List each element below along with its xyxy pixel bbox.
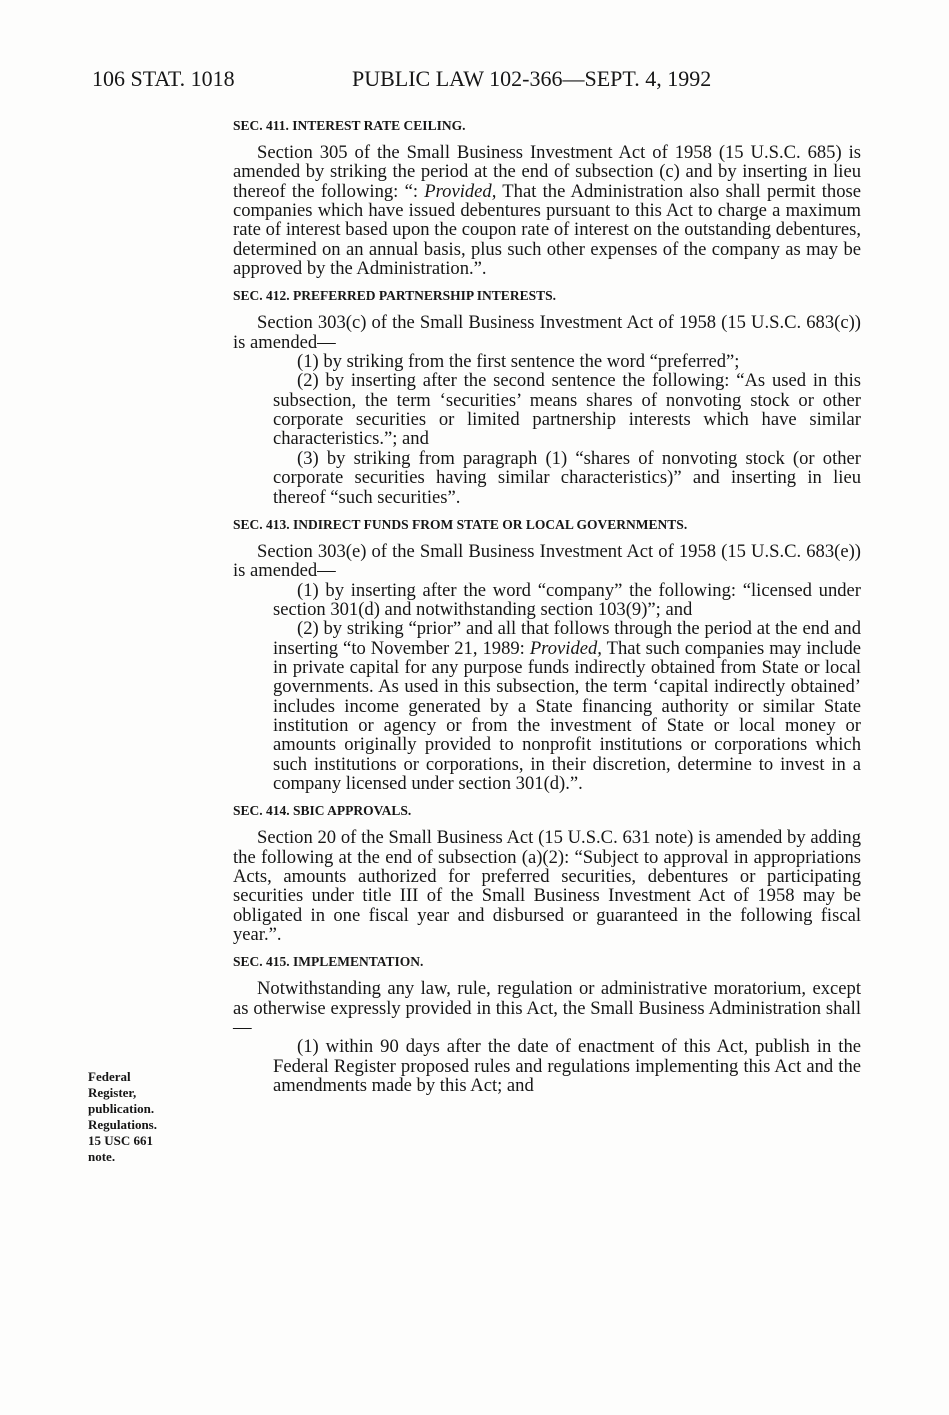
section-412: [233, 287, 861, 506]
section-heading: SEC. 414. SBIC APPROVALS.: [233, 803, 412, 819]
section-heading: SEC. 415. IMPLEMENTATION.: [233, 954, 424, 970]
section-414: [233, 802, 861, 944]
section-paragraph: Section 20 of the Small Business Act (15 U.S.C. 631 note) is amended by adding the following at the end of subsection (a)(2): “Subject to approval in appropriations Acts, amounts authorized for preferred securities, debentures or participating securities under title III of the Small Business Investment Act of 1958 may be obligated in one fiscal year and disbursed or guaranteed in the following fiscal year.”.: [233, 827, 861, 946]
margin-note-line: publication.: [88, 1101, 155, 1116]
margin-note-line: Regulations.: [88, 1117, 157, 1132]
margin-note: [88, 1069, 193, 1165]
page-header: [92, 64, 792, 94]
section-413: [233, 516, 861, 793]
proviso-emphasis: Provided,: [424, 180, 497, 202]
list-item: (2) by inserting after the second sentence the following: “As used in this subsection, the term ‘securities’ means shares of nonvoting stock or other corporate securities or limited partnership interests which have similar characteristics.”; and: [273, 370, 861, 450]
margin-note-line: 15 USC 661: [88, 1133, 154, 1148]
margin-note-line: Federal: [88, 1069, 131, 1084]
section-411: [233, 117, 861, 278]
list-item: (2) by striking “prior” and all that follows through the period at the end and inserting “to November 21, 1989: Provided, That such companies may include in private capital for any purpose funds indirectly obtained from State or local governments. As used in this subsection, the term ‘capital indirectly obtained’ includes income generated by a State financing authority or similar State institution or agency or from the investment of State or local money or amounts originally provided to nonprofit institutions or corporations which such institutions or corporations, in their discretion, determine to invest in a company licensed under section 301(d).”.: [273, 618, 861, 794]
margin-note-line: note.: [88, 1149, 116, 1164]
section-heading: SEC. 412. PREFERRED PARTNERSHIP INTERESTS.: [233, 288, 556, 304]
section-heading: SEC. 411. INTEREST RATE CEILING.: [233, 118, 466, 133]
section-paragraph: Section 305 of the Small Business Investment Act of 1958 (15 U.S.C. 685) is amended by striking the period at the end of subsection (c) and by inserting in lieu thereof the following: “: Provided, That the Administration also shall permit those companies which have issued debentures pursuant to this Act to charge a maximum rate of interest based upon the coupon rate of interest on the outstanding debentures, determined on an annual basis, plus such other expenses of the company as may be approved by the Administration.”.: [233, 142, 861, 280]
proviso-emphasis: Provided,: [529, 637, 602, 659]
list-item: (1) by inserting after the word “company” the following: “licensed under section 301(d) and notwithstanding section 103(9)”; and: [273, 579, 861, 620]
list-item: (3) by striking from paragraph (1) “shares of nonvoting stock (or other corporate securities having similar characteristics)” and inserting in lieu thereof “such securities”.: [273, 447, 861, 508]
margin-note-line: Register,: [88, 1085, 137, 1100]
statute-text: [233, 117, 861, 1095]
public-law-reference: PUBLIC LAW 102-366—SEPT. 4, 1992: [352, 66, 712, 91]
section-heading: SEC. 413. INDIRECT FUNDS FROM STATE OR LOCAL GOVERNMENTS.: [233, 516, 688, 532]
list-item: (1) by striking from the first sentence the word “preferred”;: [297, 351, 740, 373]
list-item: (1) within 90 days after the date of enactment of this Act, publish in the Federal Register proposed rules and regulations implementing this Act and the amendments made by this Act; and: [273, 1036, 861, 1097]
section-paragraph: Section 303(e) of the Small Business Investment Act of 1958 (15 U.S.C. 683(e)) is amended—: [233, 540, 861, 582]
stat-page-reference: 106 STAT. 1018: [92, 66, 235, 91]
section-415: [233, 953, 861, 1095]
section-paragraph: Section 303(c) of the Small Business Investment Act of 1958 (15 U.S.C. 683(c)) is amended—: [233, 312, 861, 353]
section-paragraph: Notwithstanding any law, rule, regulation or administrative moratorium, except as otherwise expressly provided in this Act, the Small Business Administration shall—: [233, 978, 861, 1039]
